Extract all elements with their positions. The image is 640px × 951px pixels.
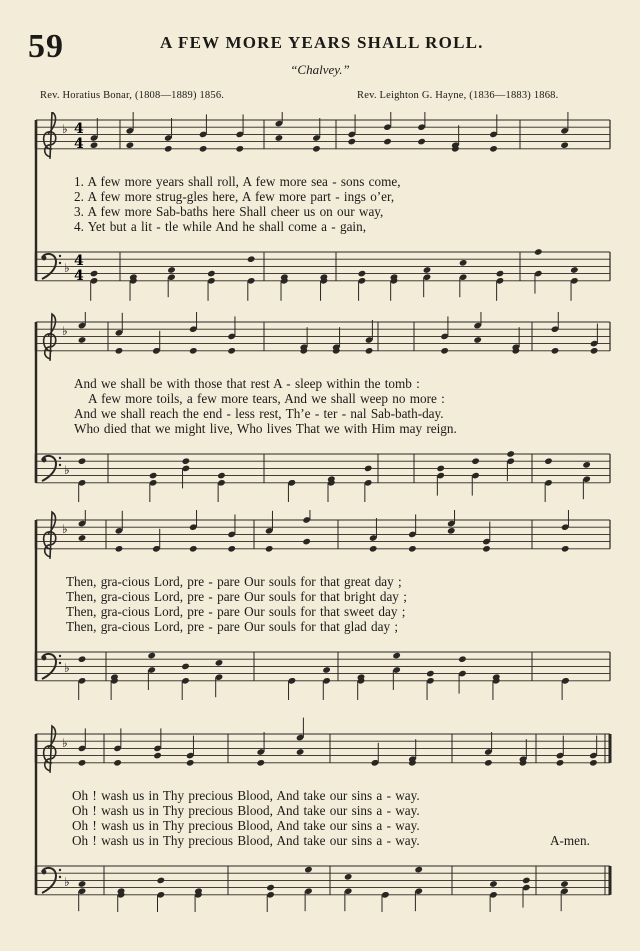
music-system-4 (0, 712, 640, 912)
notehead (247, 255, 256, 263)
notehead (496, 270, 505, 278)
bass-clef-icon (59, 662, 61, 664)
time-signature: 4 (74, 136, 84, 152)
notehead (266, 884, 275, 892)
notehead (436, 465, 445, 473)
treble-clef-icon (44, 314, 56, 361)
lyric-verse-1: And we shall be with those that rest A - sleep within the tomb : (74, 376, 420, 391)
notehead (551, 347, 560, 355)
notehead (147, 652, 156, 660)
bass-clef-icon (59, 869, 61, 871)
notehead (167, 266, 176, 274)
hymn-number: 59 (28, 28, 64, 65)
notehead (275, 134, 284, 142)
notehead (182, 457, 191, 465)
notehead (181, 663, 190, 671)
notehead (570, 266, 579, 274)
lyric-verse-4: 4. Yet but a lit - tle while And he shall come a - gain, (74, 219, 366, 234)
flat-sign: ♭ (62, 122, 68, 136)
notehead (459, 259, 468, 267)
notehead (544, 457, 553, 465)
notehead (561, 545, 570, 553)
notehead (78, 655, 87, 663)
flat-sign: ♭ (64, 261, 70, 275)
notehead (149, 472, 158, 480)
bass-clef-icon (59, 655, 61, 657)
notehead (414, 866, 423, 874)
notehead (408, 545, 417, 553)
time-signature: 4 (74, 121, 84, 137)
notehead (426, 670, 435, 678)
notehead (189, 347, 198, 355)
lyric-verse-3: And we shall reach the end - less rest, Th’e - ter - nal Sab-bath-day. (74, 406, 444, 421)
flat-sign: ♭ (64, 875, 70, 889)
lyric-verse-3: Oh ! wash us in Thy precious Blood, And take our sins a - way. (72, 818, 420, 833)
music-system-3 (0, 510, 640, 700)
lyric-verse-2: Then, gra-cious Lord, pre - pare Our souls for that bright day ; (66, 589, 407, 604)
notehead (417, 138, 426, 146)
notehead (471, 457, 480, 465)
bass-clef-icon (59, 457, 61, 459)
notehead (482, 545, 491, 553)
notehead (215, 659, 224, 667)
lyric-verse-2: Oh ! wash us in Thy precious Blood, And take our sins a - way. (72, 803, 420, 818)
notehead (115, 545, 124, 553)
notehead (369, 545, 378, 553)
tune-name: “Chalvey.” (290, 62, 350, 77)
lyric-verse-1: Then, gra-cious Lord, pre - pare Our souls for that great day ; (66, 574, 402, 589)
notehead (473, 336, 482, 344)
notehead (256, 759, 265, 767)
notehead (78, 534, 87, 542)
notehead (265, 545, 274, 553)
notehead (458, 655, 467, 663)
treble-clef-icon (44, 512, 56, 559)
lyric-verse-4: Then, gra-cious Lord, pre - pare Our souls for that glad day ; (66, 619, 399, 634)
notehead (489, 880, 498, 888)
bass-clef-icon (59, 876, 61, 878)
notehead (207, 270, 216, 278)
notehead (164, 145, 173, 153)
lyric-verse-1: 1. A few more years shall roll, A few more sea - sons come, (74, 174, 401, 189)
notehead (78, 336, 87, 344)
notehead (358, 270, 367, 278)
notehead (440, 347, 449, 355)
flat-sign: ♭ (64, 661, 70, 675)
lyric-verse-2: 2. A few more strug-gles here, A few more part - ings o’er, (74, 189, 395, 204)
notehead (322, 666, 331, 674)
notehead (126, 141, 135, 149)
notehead (199, 145, 208, 153)
treble-clef-icon (44, 726, 56, 773)
notehead (227, 347, 236, 355)
bass-clef-icon (42, 256, 47, 261)
flat-sign: ♭ (62, 324, 68, 338)
notehead (153, 752, 162, 760)
notehead (365, 347, 374, 355)
lyric-verse-4: Oh ! wash us in Thy precious Blood, And take our sins a - way. (72, 833, 420, 848)
lyric-verse-4: Who died that we might live, Who lives That we with Him may reign. (74, 421, 457, 436)
bass-clef-icon (42, 870, 47, 875)
lyric-verse-1: Oh ! wash us in Thy precious Blood, And take our sins a - way. (72, 788, 420, 803)
music-system-1 (0, 112, 640, 302)
notehead (90, 270, 99, 278)
flat-sign: ♭ (62, 736, 68, 750)
notehead (392, 652, 401, 660)
lyric-verse-3: Then, gra-cious Lord, pre - pare Our souls for that sweet day ; (66, 604, 406, 619)
bass-clef-icon (42, 458, 47, 463)
bass-clef-icon (59, 464, 61, 466)
time-signature: 4 (74, 268, 84, 284)
lyric-verse-3: 3. A few more Sab-baths here Shall cheer us on our way, (74, 204, 384, 219)
notehead (560, 141, 569, 149)
treble-clef-icon (44, 112, 56, 159)
notehead (78, 759, 87, 767)
notehead (590, 347, 599, 355)
notehead (115, 347, 124, 355)
amen-text: A-men. (550, 833, 590, 848)
notehead (506, 450, 515, 458)
notehead (113, 759, 122, 767)
notehead (156, 877, 165, 885)
notehead (217, 472, 226, 480)
notehead (423, 266, 432, 274)
words-credit: Rev. Horatius Bonar, (1808—1889) 1856. (40, 90, 225, 101)
notehead (447, 527, 456, 535)
notehead (90, 141, 99, 149)
notehead (347, 138, 356, 146)
notehead (186, 759, 195, 767)
notehead (235, 145, 244, 153)
notehead (522, 877, 531, 885)
bass-clef-icon (59, 262, 61, 264)
notehead (78, 880, 87, 888)
notehead (560, 880, 569, 888)
notehead (489, 145, 498, 153)
notehead (383, 138, 392, 146)
notehead (582, 461, 591, 469)
notehead (227, 545, 236, 553)
flat-sign: ♭ (62, 522, 68, 536)
notehead (344, 873, 353, 881)
notehead (78, 457, 87, 465)
notehead (364, 465, 373, 473)
notehead (304, 866, 313, 874)
time-signature: 4 (74, 253, 84, 269)
notehead (302, 538, 311, 546)
music-credit: Rev. Leighton G. Hayne, (1836—1883) 1868. (357, 90, 559, 101)
flat-sign: ♭ (64, 463, 70, 477)
notehead (189, 545, 198, 553)
bass-clef-icon (59, 255, 61, 257)
notehead (534, 248, 543, 256)
hymn-title: A FEW MORE YEARS SHALL ROLL. (160, 33, 484, 52)
lyric-verse-2: A few more toils, a few more tears, And we shall weep no more : (88, 391, 445, 406)
bass-clef-icon (42, 656, 47, 661)
music-system-2 (0, 312, 640, 502)
notehead (296, 748, 305, 756)
notehead (312, 145, 321, 153)
notehead (484, 759, 493, 767)
notehead (556, 759, 565, 767)
notehead (589, 759, 598, 767)
